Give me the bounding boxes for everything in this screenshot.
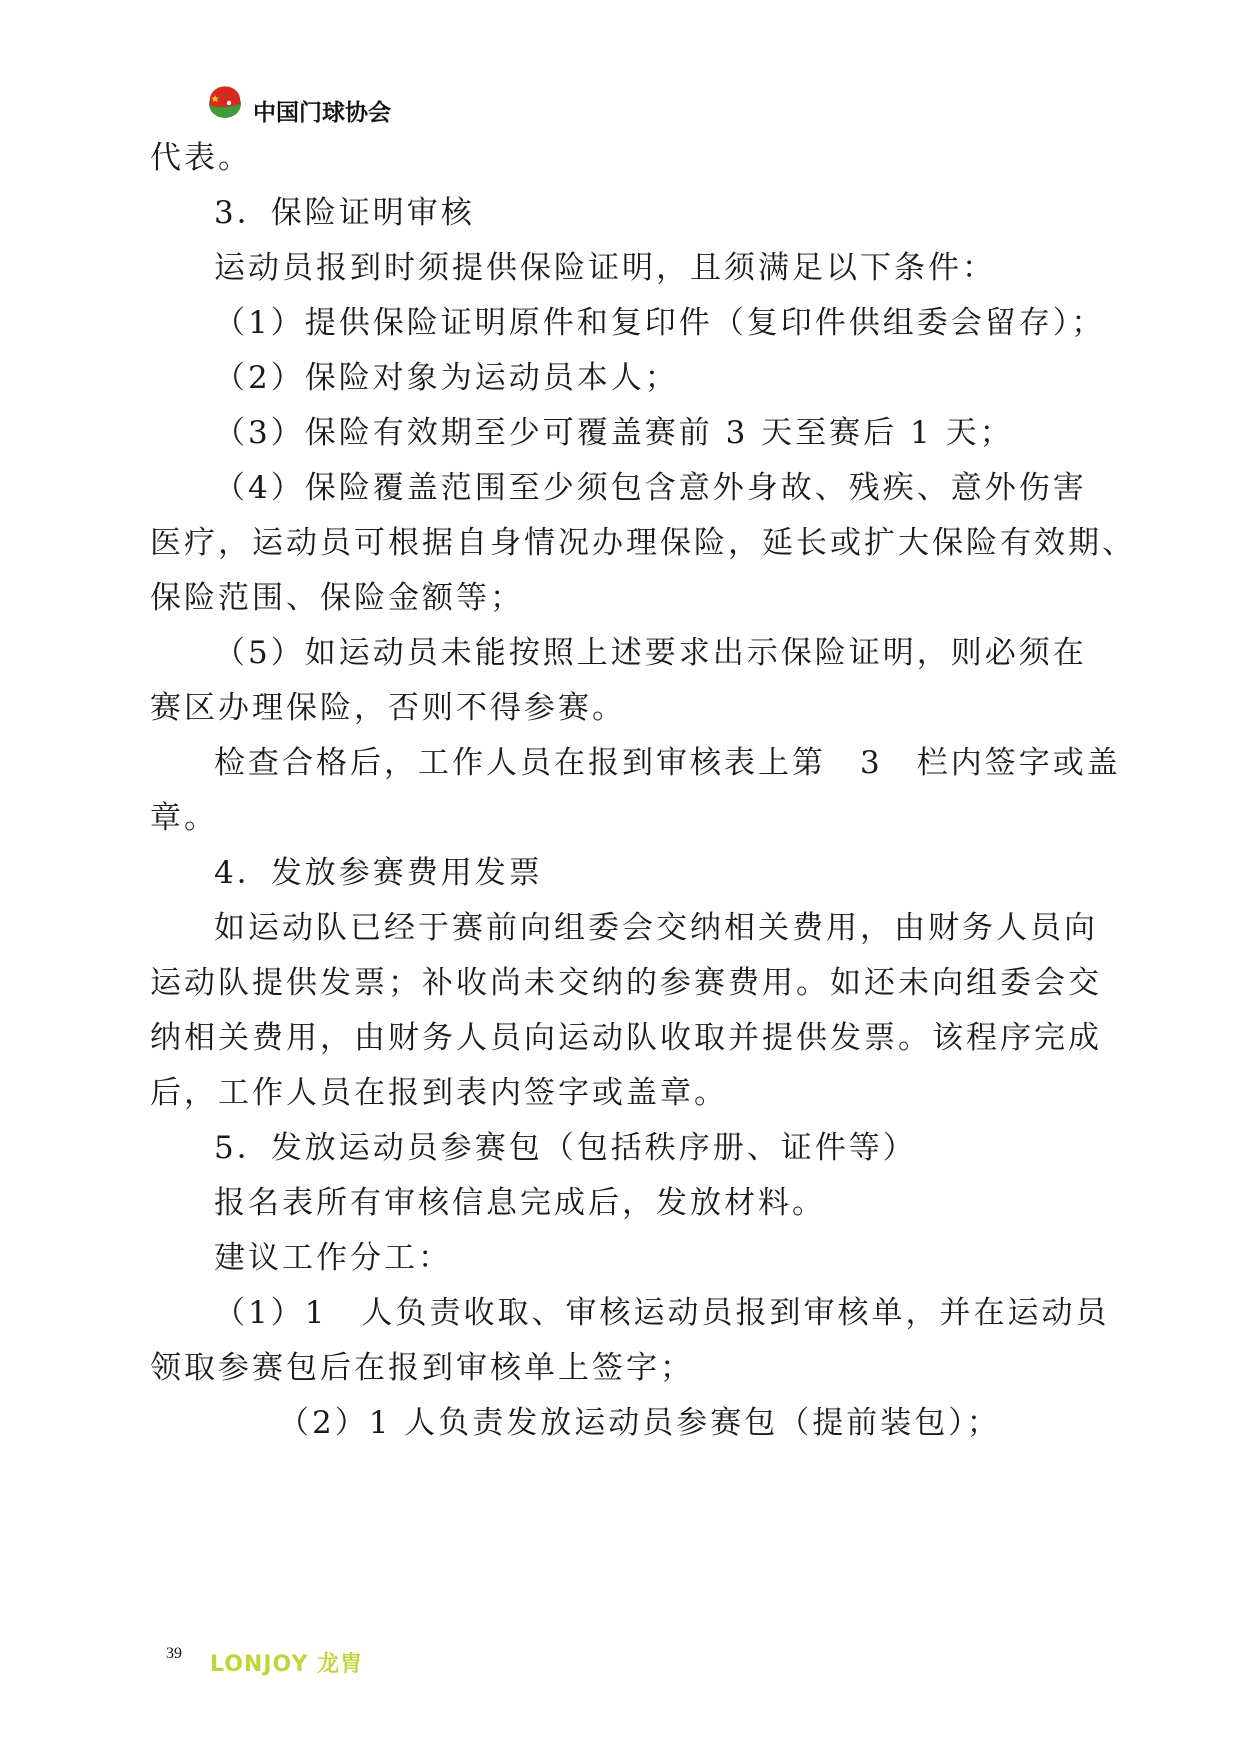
- list-item: （3）保险有效期至少可覆盖赛前 3 天至赛后 1 天；: [214, 415, 1014, 451]
- list-item: （2）1 人负责发放运动员参赛包（提前装包）；: [278, 1405, 1001, 1441]
- text-line: 纳相关费用，由财务人员向运动队收取并提供发票。该程序完成: [150, 1020, 1102, 1056]
- brand-logo: LONJOY 龙胄: [210, 1652, 364, 1677]
- text-line: 医疗，运动员可根据自身情况办理保险，延长或扩大保险有效期、: [150, 525, 1136, 561]
- text-line: 运动员报到时须提供保险证明，且须满足以下条件：: [214, 250, 996, 286]
- list-item: （1）提供保险证明原件和复印件（复印件供组委会留存）；: [214, 305, 1106, 341]
- text-line: 章。: [150, 800, 218, 836]
- association-logo-icon: [207, 86, 243, 120]
- text-line: 代表。: [150, 140, 252, 176]
- text-line: 报名表所有审核信息完成后，发放材料。: [214, 1185, 826, 1221]
- text-line: 如运动队已经于赛前向组委会交纳相关费用，由财务人员向: [214, 910, 1098, 946]
- text-line: 运动队提供发票；补收尚未交纳的参赛费用。如还未向组委会交: [150, 965, 1102, 1001]
- text-line: 检查合格后，工作人员在报到审核表上第 3 栏内签字或盖: [214, 745, 1121, 781]
- text-line: 保险范围、保险金额等；: [150, 580, 524, 616]
- organization-name: 中国门球协会: [253, 100, 391, 126]
- text-line: 领取参赛包后在报到审核单上签字；: [150, 1350, 694, 1386]
- list-item: （1）1 人负责收取、审核运动员报到审核单，并在运动员: [214, 1295, 1110, 1331]
- text-line: 建议工作分工：: [214, 1240, 452, 1276]
- list-item: （5）如运动员未能按照上述要求出示保险证明，则必须在: [214, 635, 1087, 671]
- section-heading-package: 5．发放运动员参赛包（包括秩序册、证件等）: [214, 1130, 917, 1166]
- text-line: 后，工作人员在报到表内签字或盖章。: [150, 1075, 728, 1111]
- section-heading-invoice: 4．发放参赛费用发票: [214, 855, 543, 891]
- page-number: 39: [166, 1645, 182, 1662]
- text-line: 赛区办理保险，否则不得参赛。: [150, 690, 626, 726]
- list-item: （2）保险对象为运动员本人；: [214, 360, 679, 396]
- section-heading-insurance: 3．保险证明审核: [214, 195, 475, 231]
- list-item: （4）保险覆盖范围至少须包含意外身故、残疾、意外伤害: [214, 470, 1087, 506]
